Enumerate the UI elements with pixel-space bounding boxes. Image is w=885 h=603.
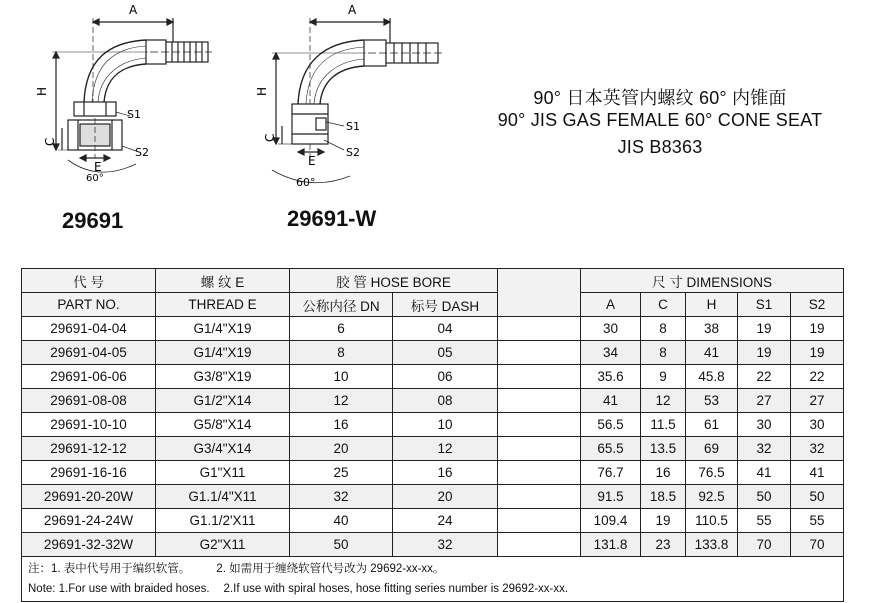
cell-dash: 05 [393, 341, 498, 365]
cell-dim-s2: 50 [791, 485, 844, 509]
cell-dim-s2: 30 [791, 413, 844, 437]
blank-cell [498, 533, 581, 557]
cell-dim-s1: 30 [738, 413, 791, 437]
blank-cell [498, 365, 581, 389]
table-notes [22, 557, 844, 602]
cell-dim-c: 16 [641, 461, 686, 485]
cell-thread: G1/4"X19 [156, 341, 290, 365]
cell-dim-h: 76.5 [686, 461, 738, 485]
cell-part-no: 29691-32-32W [22, 533, 156, 557]
cell-dn: 8 [290, 341, 393, 365]
header-dimensions: 尺 寸 DIMENSIONS [581, 269, 844, 293]
cell-dim-s2: 55 [791, 509, 844, 533]
cell-dim-a: 65.5 [581, 437, 641, 461]
cell-dim-s2: 19 [791, 317, 844, 341]
cell-dim-h: 61 [686, 413, 738, 437]
cell-part-no: 29691-04-05 [22, 341, 156, 365]
label-c: C [263, 133, 277, 142]
note-cn-2: 2. 如需用于缠绕软管代号改为 29692-xx-xx。 [216, 563, 445, 575]
note-en-2: 2.If use with spiral hoses, hose fitting series number is 29692-xx-xx. [223, 583, 569, 595]
cell-part-no: 29691-20-20W [22, 485, 156, 509]
cell-dim-h: 92.5 [686, 485, 738, 509]
cell-dim-a: 35.6 [581, 365, 641, 389]
table-row [22, 533, 844, 557]
cell-thread: G3/4"X14 [156, 437, 290, 461]
cell-thread: G1/2"X14 [156, 389, 290, 413]
cell-dash: 06 [393, 365, 498, 389]
cell-dn: 6 [290, 317, 393, 341]
header-a: A [581, 293, 641, 317]
header-thread-en: THREAD E [156, 293, 290, 317]
cell-thread: G3/8"X19 [156, 365, 290, 389]
table-row [22, 365, 844, 389]
blank-cell [498, 485, 581, 509]
header-dn: 公称内径 DN [290, 293, 393, 317]
header-part-cn: 代 号 [22, 269, 156, 293]
cell-dim-a: 41 [581, 389, 641, 413]
header-s2: S2 [791, 293, 844, 317]
cell-dn: 50 [290, 533, 393, 557]
blank-cell [498, 389, 581, 413]
cell-dim-a: 76.7 [581, 461, 641, 485]
label-c: C [43, 137, 57, 146]
cell-dim-s2: 27 [791, 389, 844, 413]
table-row [22, 461, 844, 485]
cell-dim-s1: 27 [738, 389, 791, 413]
cell-dim-a: 109.4 [581, 509, 641, 533]
cell-dim-c: 13.5 [641, 437, 686, 461]
label-a: A [129, 3, 138, 17]
table-row [22, 389, 844, 413]
part-code-29691: 29691 [62, 208, 124, 233]
cell-dash: 08 [393, 389, 498, 413]
cell-dim-a: 91.5 [581, 485, 641, 509]
cell-dim-c: 12 [641, 389, 686, 413]
cell-part-no: 29691-06-06 [22, 365, 156, 389]
cell-dim-s2: 19 [791, 341, 844, 365]
cell-dim-s1: 50 [738, 485, 791, 509]
label-angle: 60° [296, 176, 316, 189]
cell-dim-s2: 41 [791, 461, 844, 485]
spec-table [21, 268, 844, 602]
part-code-29691-w: 29691-W [287, 206, 377, 231]
cell-thread: G1.1/4"X11 [156, 485, 290, 509]
table-row [22, 413, 844, 437]
cell-dn: 20 [290, 437, 393, 461]
cell-dim-a: 56.5 [581, 413, 641, 437]
cell-dash: 16 [393, 461, 498, 485]
cell-thread: G2"X11 [156, 533, 290, 557]
cell-dim-c: 9 [641, 365, 686, 389]
blank-cell [498, 317, 581, 341]
cell-dn: 25 [290, 461, 393, 485]
table-row [22, 437, 844, 461]
cell-dim-s1: 22 [738, 365, 791, 389]
cell-dim-s2: 32 [791, 437, 844, 461]
cell-part-no: 29691-10-10 [22, 413, 156, 437]
blank-cell [498, 437, 581, 461]
cell-dn: 40 [290, 509, 393, 533]
cell-dash: 24 [393, 509, 498, 533]
blank-cell [498, 461, 581, 485]
label-s1: S1 [127, 108, 141, 121]
table-row [22, 317, 844, 341]
cell-dim-a: 131.8 [581, 533, 641, 557]
cell-dim-c: 19 [641, 509, 686, 533]
cell-dn: 32 [290, 485, 393, 509]
cell-dim-c: 8 [641, 341, 686, 365]
cell-dash: 12 [393, 437, 498, 461]
fitting-drawing-29691 [35, 0, 213, 200]
label-e: E [94, 160, 102, 174]
label-s2: S2 [135, 146, 149, 159]
cell-dim-s1: 55 [738, 509, 791, 533]
label-h: H [255, 86, 269, 96]
heading-chinese: 90° 日本英管内螺纹 60° 内锥面 [533, 88, 787, 108]
cell-dim-a: 34 [581, 341, 641, 365]
cell-part-no: 29691-08-08 [22, 389, 156, 413]
cell-dim-h: 110.5 [686, 509, 738, 533]
blank-cell [498, 341, 581, 365]
cell-dn: 16 [290, 413, 393, 437]
cell-dim-s1: 19 [738, 317, 791, 341]
cell-dim-s1: 19 [738, 341, 791, 365]
header-thread-cn: 螺 纹 E [156, 269, 290, 293]
table-row [22, 485, 844, 509]
note-cn-1: 注：1. 表中代号用于编织软管。 [28, 563, 191, 575]
cell-dash: 04 [393, 317, 498, 341]
cell-thread: G5/8"X14 [156, 413, 290, 437]
cell-dim-h: 53 [686, 389, 738, 413]
cell-part-no: 29691-12-12 [22, 437, 156, 461]
header-part-en: PART NO. [22, 293, 156, 317]
header-h: H [686, 293, 738, 317]
label-s2: S2 [346, 146, 360, 159]
cell-dim-h: 45.8 [686, 365, 738, 389]
cell-part-no: 29691-04-04 [22, 317, 156, 341]
cell-dim-h: 38 [686, 317, 738, 341]
cell-dim-s1: 70 [738, 533, 791, 557]
header-blank [498, 269, 581, 317]
cell-thread: G1"X11 [156, 461, 290, 485]
label-e: E [308, 154, 316, 168]
table-row [22, 341, 844, 365]
cell-thread: G1.1/2'X11 [156, 509, 290, 533]
header-c: C [641, 293, 686, 317]
cell-dim-s1: 41 [738, 461, 791, 485]
label-a: A [348, 3, 357, 17]
cell-dim-h: 69 [686, 437, 738, 461]
cell-dash: 20 [393, 485, 498, 509]
cell-part-no: 29691-16-16 [22, 461, 156, 485]
cell-dim-s2: 22 [791, 365, 844, 389]
cell-dim-s2: 70 [791, 533, 844, 557]
header-dash: 标号 DASH [393, 293, 498, 317]
header-s1: S1 [738, 293, 791, 317]
label-angle: 60° [86, 173, 104, 184]
heading-standard: JIS B8363 [617, 137, 703, 157]
cell-dim-c: 18.5 [641, 485, 686, 509]
cell-dim-c: 11.5 [641, 413, 686, 437]
header-hose-bore: 胶 管 HOSE BORE [290, 269, 498, 293]
cell-thread: G1/4"X19 [156, 317, 290, 341]
label-h: H [35, 86, 49, 96]
cell-part-no: 29691-24-24W [22, 509, 156, 533]
cell-dim-c: 23 [641, 533, 686, 557]
cell-dim-s1: 32 [738, 437, 791, 461]
cell-dn: 12 [290, 389, 393, 413]
blank-cell [498, 413, 581, 437]
cell-dim-h: 41 [686, 341, 738, 365]
blank-cell [498, 509, 581, 533]
note-en-1: Note: 1.For use with braided hoses. [28, 583, 210, 595]
cell-dim-a: 30 [581, 317, 641, 341]
fitting-drawing-29691-w [255, 0, 448, 200]
heading-english: 90° JIS GAS FEMALE 60° CONE SEAT [497, 110, 823, 130]
cell-dn: 10 [290, 365, 393, 389]
label-s1: S1 [346, 120, 360, 133]
cell-dim-c: 8 [641, 317, 686, 341]
cell-dash: 10 [393, 413, 498, 437]
cell-dash: 32 [393, 533, 498, 557]
table-row [22, 509, 844, 533]
cell-dim-h: 133.8 [686, 533, 738, 557]
